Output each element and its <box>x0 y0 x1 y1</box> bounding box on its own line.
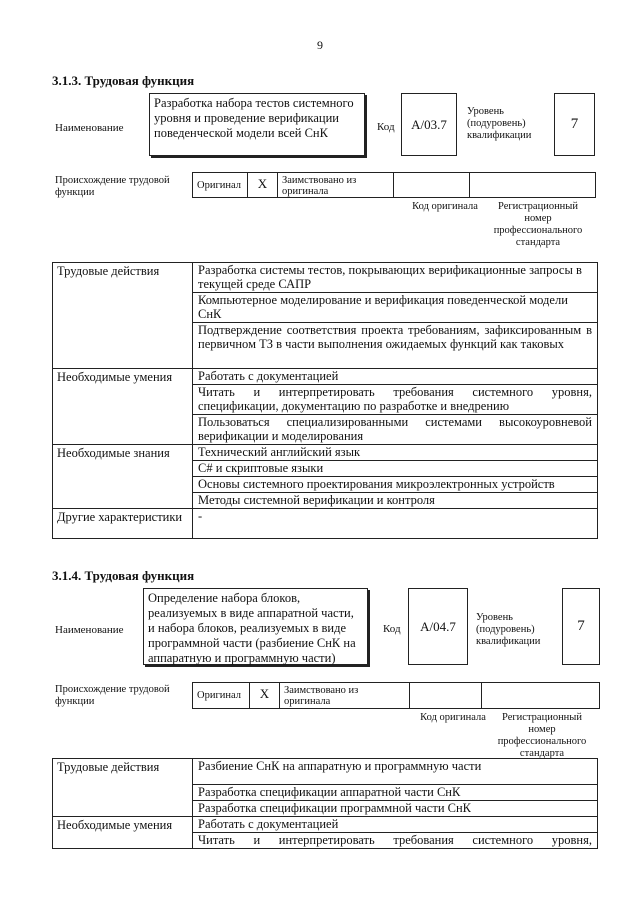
level-box <box>562 588 600 665</box>
table-cell: Читать и интерпретировать требования системного уровня, <box>193 833 598 849</box>
code-original-cell <box>410 683 482 708</box>
function-name: Разработка набора тестов системного уровня и проведение верификации поведенческой модели всей СнК <box>154 96 354 140</box>
x-mark: X <box>257 176 268 191</box>
level-value: 7 <box>577 618 585 634</box>
function-code: A/04.7 <box>420 618 456 634</box>
table-cell: Подтверждение соответствия проекта требованиям, зафиксированным в первичном ТЗ в части выполнения ожидаемых функций как таковых <box>193 323 598 369</box>
borrowed-label: Заимствовано из оригинала <box>282 175 357 197</box>
original-mark-cell <box>248 173 278 197</box>
x-mark: X <box>259 686 270 701</box>
table-cell: Методы системной верификации и контроля <box>193 493 598 509</box>
function-name: Определение набора блоков, реализуемых в виде аппаратной части, и набора блоков, реализуемых в виде программной части (разбиение СнК на аппаратную и программную части) <box>148 591 356 665</box>
labor-actions-label: Трудовые действия <box>53 759 193 817</box>
reg-number-cell <box>470 173 595 197</box>
required-skills-label: Необходимые умения <box>53 817 193 849</box>
original-label: Оригинал <box>197 690 241 701</box>
table-cell: - <box>193 509 598 539</box>
reg-number-cell <box>482 683 599 708</box>
section-title: 3.1.3. Трудовая функция <box>52 73 195 88</box>
table-cell: Технический английский язык <box>193 445 598 461</box>
table-cell: Работать с документацией <box>193 817 598 833</box>
original-cell <box>193 173 248 197</box>
origin-row <box>192 172 596 198</box>
required-knowledge-label: Необходимые знания <box>53 445 193 509</box>
original-cell <box>193 683 250 708</box>
table-cell: Работать с документацией <box>193 369 598 385</box>
function-table-1 <box>52 262 598 539</box>
name-label: Наименование <box>55 624 124 636</box>
table-cell: Разработка спецификации аппаратной части СнК <box>193 785 598 801</box>
other-label: Другие характеристики <box>53 509 193 539</box>
table-cell: C# и скриптовые языки <box>193 461 598 477</box>
table-cell: Разработка спецификации программной части СнК <box>193 801 598 817</box>
borrowed-cell <box>280 683 410 708</box>
function-table-2 <box>52 758 598 849</box>
name-label: Наименование <box>55 122 124 134</box>
function-code-box <box>401 93 457 156</box>
table-cell: Пользоваться специализированными системами высокоуровневой верификации и моделирования <box>193 415 598 445</box>
required-skills-label: Необходимые умения <box>53 369 193 445</box>
table-cell: Разбиение СнК на аппаратную и программную части <box>193 759 598 785</box>
table-cell: Основы системного проектирования микроэлектронных устройств <box>193 477 598 493</box>
origin-row <box>192 682 600 709</box>
function-code-box <box>408 588 468 665</box>
level-label: Уровень (подуровень) квалификации <box>467 106 532 141</box>
function-name-box <box>143 588 368 665</box>
reg-number-caption: Регистрационный номер профессионального стандарта <box>497 712 587 759</box>
level-label: Уровень (подуровень) квалификации <box>476 612 541 647</box>
code-label: Код <box>377 121 395 133</box>
original-label: Оригинал <box>197 180 241 191</box>
origin-label: Происхождение трудовой функции <box>55 175 170 198</box>
code-original-caption: Код оригинала <box>420 712 486 723</box>
section-title: 3.1.4. Трудовая функция <box>52 568 195 583</box>
page-number: 9 <box>317 38 323 52</box>
table-cell: Читать и интерпретировать требования системного уровня, спецификации, документацию по разработке и внедрению <box>193 385 598 415</box>
borrowed-label: Заимствовано из оригинала <box>284 685 359 707</box>
level-box <box>554 93 595 156</box>
function-name-box <box>149 93 365 156</box>
code-original-cell <box>394 173 470 197</box>
labor-actions-label: Трудовые действия <box>53 263 193 369</box>
reg-number-caption: Регистрационный номер профессионального стандарта <box>493 201 583 248</box>
code-original-caption: Код оригинала <box>412 201 478 212</box>
table-cell: Компьютерное моделирование и верификация поведенческой модели СнК <box>193 293 598 323</box>
code-label: Код <box>383 623 401 635</box>
table-cell: Разработка системы тестов, покрывающих верификационные запросы в текущей среде САПР <box>193 263 598 293</box>
borrowed-cell <box>278 173 394 197</box>
original-mark-cell <box>250 683 280 708</box>
origin-label: Происхождение трудовой функции <box>55 684 170 707</box>
level-value: 7 <box>570 116 579 132</box>
function-code: A/03.7 <box>411 116 447 132</box>
